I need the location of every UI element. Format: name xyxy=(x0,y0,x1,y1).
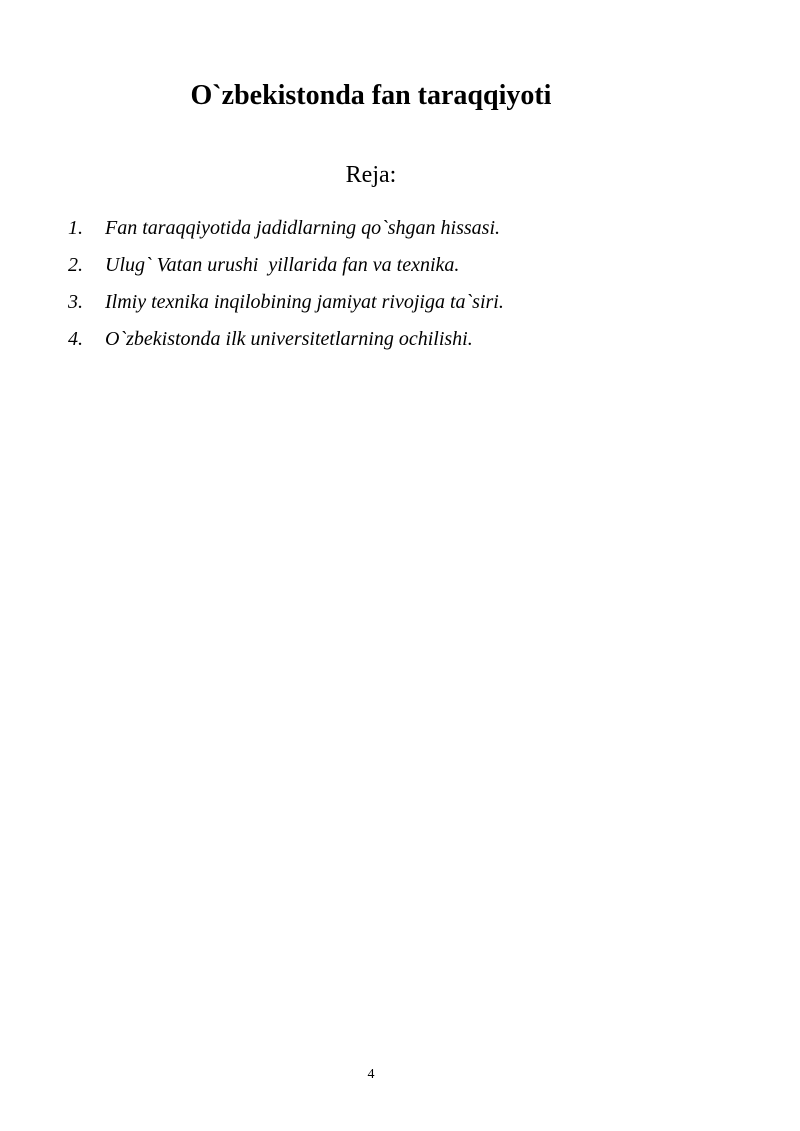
list-item-text: O`zbekistonda ilk universitetlarning ochilishi. xyxy=(105,328,473,350)
document-title: O`zbekistonda fan taraqqiyoti xyxy=(190,80,552,111)
plan-list xyxy=(68,213,748,361)
page-number: 4 xyxy=(367,1067,375,1082)
list-item-number: 1. xyxy=(68,217,83,239)
list-item-number: 4. xyxy=(68,328,83,350)
list-item-number: 3. xyxy=(68,291,83,313)
list-item xyxy=(68,250,748,287)
list-item-text: Ilmiy texnika inqilobining jamiyat rivojiga ta`siri. xyxy=(105,291,504,313)
list-item-text: Fan taraqqiyotida jadidlarning qo`shgan hissasi. xyxy=(105,217,501,239)
plan-heading: Reja: xyxy=(345,162,397,188)
list-item xyxy=(68,213,748,250)
list-item xyxy=(68,287,748,324)
list-item-text: Ulug` Vatan urushi yillarida fan va texnika. xyxy=(105,254,460,276)
list-item xyxy=(68,324,748,361)
list-item-number: 2. xyxy=(68,254,83,276)
